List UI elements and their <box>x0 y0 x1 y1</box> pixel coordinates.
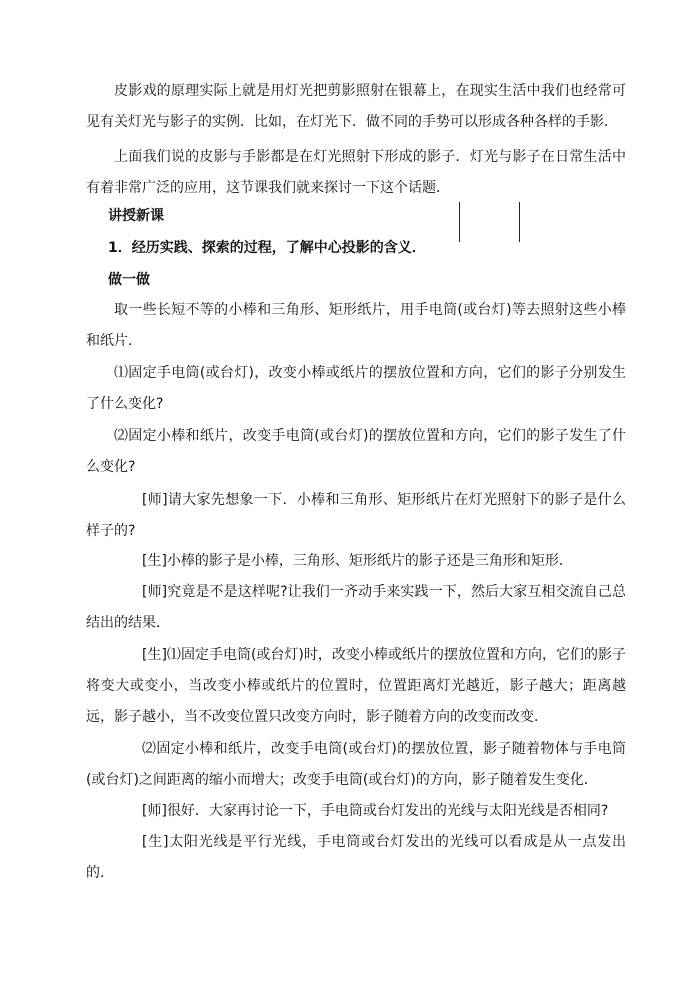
section-heading-new-lesson: 讲授新课 <box>108 208 164 224</box>
paragraph-question-2: ⑵固定小棒和纸片，改变手电筒(或台灯)的摆放位置和方向，它们的影子发生了什么变化? <box>86 428 626 475</box>
vertical-rule-left <box>459 202 460 242</box>
paragraph-student-guess: [生]小棒的影子是小棒，三角形、矩形纸片的影子还是三角形和矩形． <box>142 553 573 569</box>
subheading-central-projection: 1．经历实践、探索的过程，了解中心投影的含义． <box>108 240 426 256</box>
paragraph-student-result-1: [生]⑴固定手电筒(或台灯)时，改变小棒或纸片的摆放位置和方向，它们的影子将变大或变小，当改变小棒或纸片的位置时，位置距离灯光越近，影子越大；距离越远，影子越小，当不改变位置只改变方向时，影子随着方向的改变而改变． <box>86 647 626 725</box>
paragraph-teacher-compare: [师]很好．大家再讨论一下，手电筒或台灯发出的光线与太阳光线是否相同? <box>142 803 609 819</box>
paragraph-teacher-imagine: [师]请大家先想象一下．小棒和三角形、矩形纸片在灯光照射下的影子是什么样子的? <box>86 492 626 539</box>
paragraph-activity-setup: 取一些长短不等的小棒和三角形、矩形纸片，用手电筒(或台灯)等去照射这些小棒和纸片． <box>86 302 626 349</box>
paragraph-teacher-practice: [师]究竟是不是这样呢?让我们一齐动手来实践一下，然后大家互相交流自己总结出的结果． <box>86 584 626 631</box>
paragraph-shadow-play-intro: 皮影戏的原理实际上就是用灯光把剪影照射在银幕上，在现实生活中我们也经常可见有关灯光与影子的实例．比如，在灯光下．做不同的手势可以形成各种各样的手影． <box>86 83 626 130</box>
paragraph-student-result-2: ⑵固定小棒和纸片，改变手电筒(或台灯)的摆放位置，影子随着物体与手电筒(或台灯)之间距离的缩小而增大；改变手电筒(或台灯)的方向，影子随着发生变化． <box>86 741 626 788</box>
paragraph-student-light-rays: [生]太阳光线是平行光线，手电筒或台灯发出的光线可以看成是从一点发出的． <box>86 834 626 881</box>
paragraph-question-1: ⑴固定手电筒(或台灯)，改变小棒或纸片的摆放位置和方向，它们的影子分别发生了什么变化? <box>86 365 626 412</box>
paragraph-topic-intro: 上面我们说的皮影与手影都是在灯光照射下形成的影子．灯光与影子在日常生活中有着非常广泛的应用，这节课我们就来探讨一下这个话题． <box>86 149 626 196</box>
subheading-try-it: 做一做 <box>108 272 150 288</box>
vertical-rule-right <box>519 202 520 242</box>
